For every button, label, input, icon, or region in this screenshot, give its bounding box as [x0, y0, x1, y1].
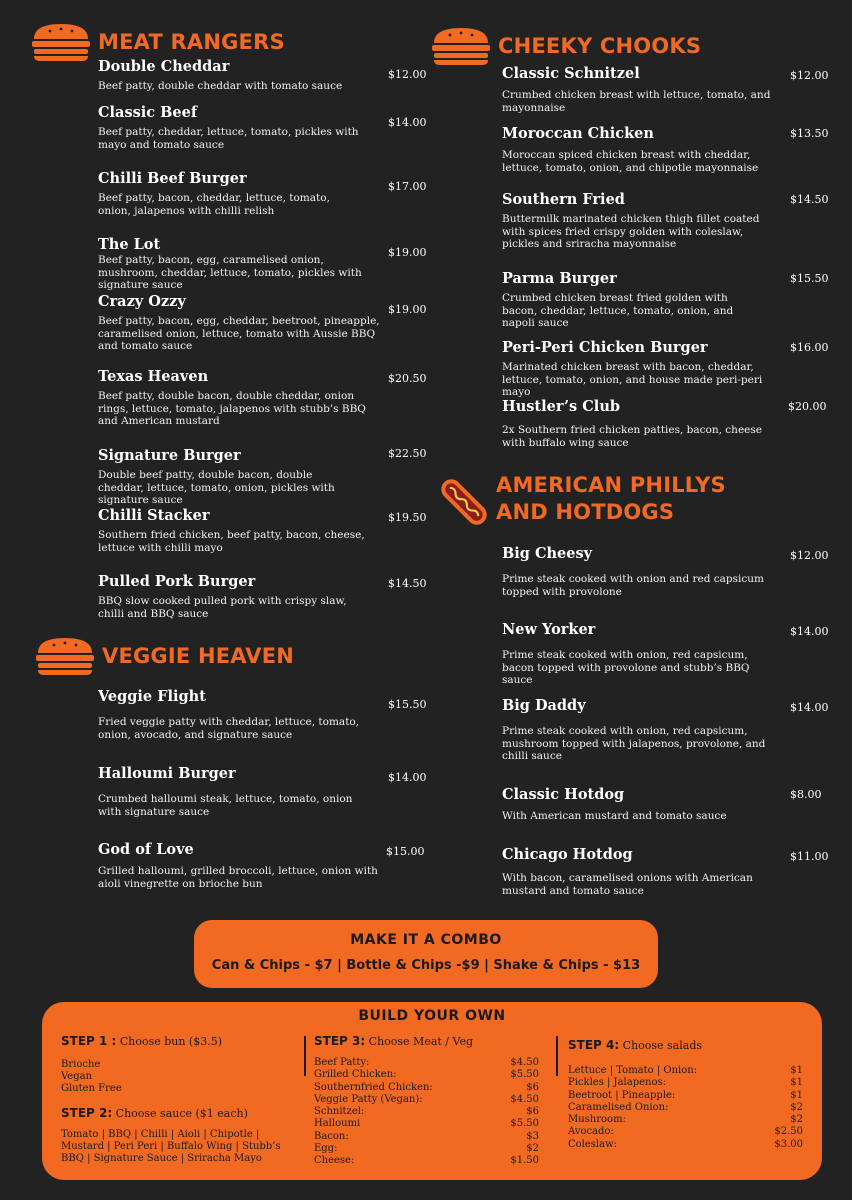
item-description: Beef patty, bacon, egg, caramelised onion, mushroom, cheddar, lettuce, tomato, pickles with signature sauce — [98, 254, 362, 291]
item-name: Big Cheesy — [502, 545, 593, 562]
option-name: Caramelised Onion: — [568, 1101, 669, 1113]
cheeky-chooks-header — [430, 26, 701, 66]
item-description: Beef patty, bacon, egg, cheddar, beetroot, pineapple, caramelised onion, lettuce, tomato with Aussie BBQ and tomato sauce — [98, 315, 380, 352]
step-heading — [314, 1034, 539, 1049]
veggie-heaven-list — [98, 688, 428, 901]
option-price: $1.50 — [510, 1155, 539, 1167]
item-name: Classic Schnitzel — [502, 65, 640, 82]
step-3 — [314, 1034, 539, 1168]
option-name: Beetroot | Pineapple: — [568, 1089, 676, 1101]
option-price: $3 — [526, 1130, 539, 1142]
item-price: $19.50 — [388, 511, 427, 524]
item-price: $15.50 — [388, 698, 427, 711]
step-text: Choose Meat / Veg — [368, 1035, 473, 1048]
burger-icon — [430, 26, 492, 66]
option-price: $3.00 — [774, 1138, 803, 1150]
item-description: Beef patty, double bacon, double cheddar, onion rings, lettuce, tomato, jalapenos with stubb’s BBQ and American mustard — [98, 390, 366, 427]
item-description: Southern fried chicken, beef patty, bacon, cheese, lettuce with chilli mayo — [98, 529, 365, 554]
salad-options — [568, 1065, 803, 1151]
item-description: Marinated chicken breast with bacon, cheddar, lettuce, tomato, onion, and house made peri-peri mayo — [502, 361, 763, 398]
option-price: $5.50 — [510, 1069, 539, 1081]
byo-title: BUILD YOUR OWN — [358, 1008, 506, 1024]
american-phillys-list — [502, 545, 827, 906]
item-name: Pulled Pork Burger — [98, 573, 256, 590]
salad-option — [568, 1090, 803, 1102]
option-price: $4.50 — [510, 1093, 539, 1105]
item-name: God of Love — [98, 841, 194, 858]
option-price: $2.50 — [774, 1126, 803, 1138]
menu-item — [502, 65, 827, 125]
section-title: VEGGIE HEAVEN — [102, 643, 295, 668]
item-price: $14.00 — [388, 116, 427, 129]
step-heading — [61, 1034, 296, 1049]
item-price: $12.00 — [388, 68, 427, 81]
step-text: Choose bun ($3.5) — [119, 1035, 223, 1048]
step-text: Choose salads — [622, 1039, 703, 1052]
option-price: $4.50 — [510, 1057, 539, 1068]
step-2 — [61, 1106, 286, 1165]
step-4 — [568, 1038, 803, 1151]
item-description: 2x Southern fried chicken patties, bacon, cheese with buffalo wing sauce — [502, 424, 762, 449]
item-price: $8.00 — [790, 788, 822, 801]
section-title: CHEEKY CHOOKS — [498, 33, 702, 58]
item-price: $14.00 — [790, 625, 829, 638]
item-description: Double beef patty, double bacon, double cheddar, lettuce, tomato, onion, pickles with signature sauce — [98, 469, 335, 506]
item-description: Fried veggie patty with cheddar, lettuce, tomato, onion, avocado, and signature sauce — [98, 716, 360, 741]
menu-item — [98, 573, 428, 633]
divider — [304, 1036, 306, 1076]
divider — [556, 1036, 558, 1076]
menu-item — [98, 688, 428, 765]
option-name: Egg: — [314, 1143, 338, 1155]
item-name: Hustler’s Club — [502, 398, 620, 415]
option-name: Halloumi — [314, 1118, 361, 1130]
option-price: $5.50 — [510, 1118, 539, 1130]
combo-banner — [194, 920, 658, 988]
option-name: Coleslaw: — [568, 1138, 618, 1150]
item-description: With American mustard and tomato sauce — [502, 810, 727, 822]
item-name: Texas Heaven — [98, 368, 209, 385]
option-name: Lettuce | Tomato | Onion: — [568, 1065, 698, 1076]
item-price: $14.00 — [388, 771, 427, 784]
option-name: Avocado: — [568, 1126, 614, 1138]
menu-item — [502, 786, 827, 846]
section-title-line1: AMERICAN PHILLYS — [496, 473, 726, 497]
meat-rangers-header — [30, 22, 285, 62]
burger-icon — [34, 636, 96, 676]
item-name: Chilli Beef Burger — [98, 170, 247, 187]
item-description: Crumbed chicken breast fried golden with bacon, cheddar, lettuce, tomato, onion, and napoli sauce — [502, 292, 734, 329]
menu-item — [502, 339, 827, 398]
burger-icon — [30, 22, 92, 62]
bun-option: Vegan — [61, 1071, 93, 1082]
item-price: $22.50 — [388, 447, 427, 460]
salad-option — [568, 1065, 803, 1077]
menu-item — [502, 191, 827, 270]
menu-item — [98, 58, 428, 104]
step-label: STEP 2: — [61, 1106, 113, 1120]
item-name: Double Cheddar — [98, 58, 230, 75]
item-price: $20.50 — [388, 372, 427, 385]
step-label: STEP 4: — [568, 1038, 620, 1052]
salad-option — [568, 1114, 803, 1126]
item-name: Peri-Peri Chicken Burger — [502, 339, 708, 356]
item-description: Prime steak cooked with onion, red capsicum, mushroom topped with jalapenos, provolone, and chilli sauce — [502, 725, 766, 762]
salad-option — [568, 1126, 803, 1138]
item-price: $15.00 — [386, 845, 425, 858]
option-name: Mushroom: — [568, 1114, 626, 1126]
menu-item — [98, 765, 428, 841]
item-price: $14.50 — [388, 577, 427, 590]
step-heading — [568, 1038, 803, 1053]
item-description: Crumbed halloumi steak, lettuce, tomato, onion with signature sauce — [98, 793, 353, 818]
option-price: $6 — [526, 1106, 539, 1118]
item-description: Buttermilk marinated chicken thigh fillet coated with spices fried crispy golden with coleslaw, pickles and sriracha mayonnaise — [502, 213, 760, 250]
item-price: $17.00 — [388, 180, 427, 193]
item-name: Classic Hotdog — [502, 786, 625, 803]
sauce-options: Tomato | BBQ | Chilli | Aioli | Chipotle | Mustard | Peri Peri | Buffalo Wing | Stubb’s BBQ | Signature Sauce | Sriracha Mayo — [61, 1129, 281, 1164]
item-description: Prime steak cooked with onion and red capsicum topped with provolone — [502, 573, 765, 598]
item-price: $13.50 — [790, 127, 829, 140]
option-name: Grilled Chicken: — [314, 1069, 397, 1081]
menu-item — [98, 368, 428, 447]
combo-options: Can & Chips - $7 | Bottle & Chips -$9 | Shake & Chips - $13 — [211, 958, 641, 973]
item-name: Parma Burger — [502, 270, 617, 287]
menu-item — [502, 697, 827, 786]
menu-item — [98, 447, 428, 507]
option-name: Veggie Patty (Vegan): — [314, 1093, 423, 1105]
item-price: $12.00 — [790, 69, 829, 82]
item-name: Crazy Ozzy — [98, 293, 186, 310]
item-name: Big Daddy — [502, 697, 586, 714]
bun-option: Gluten Free — [61, 1083, 122, 1094]
option-name: Cheese: — [314, 1155, 355, 1167]
item-description: Crumbed chicken breast with lettuce, tomato, and mayonnaise — [502, 89, 771, 114]
option-price: $1 — [790, 1077, 803, 1089]
meat-option — [314, 1094, 539, 1106]
menu-item — [98, 507, 428, 573]
section-title-line2: AND HOTDOGS — [496, 500, 675, 524]
step-label: STEP 3: — [314, 1034, 366, 1048]
item-description: Beef patty, double cheddar with tomato sauce — [98, 80, 343, 92]
menu-item — [502, 398, 827, 458]
step-text: Choose sauce ($1 each) — [115, 1107, 248, 1120]
item-price: $12.00 — [790, 549, 829, 562]
item-name: Signature Burger — [98, 447, 241, 464]
salad-option — [568, 1102, 803, 1114]
item-price: $15.50 — [790, 272, 829, 285]
meat-option — [314, 1131, 539, 1143]
menu-item — [502, 125, 827, 191]
option-price: $6 — [526, 1081, 539, 1093]
hotdog-icon — [438, 474, 490, 530]
meat-option — [314, 1057, 539, 1069]
salad-option — [568, 1077, 803, 1089]
option-name: Schnitzel: — [314, 1106, 365, 1118]
menu-item — [98, 170, 428, 236]
option-price: $2 — [526, 1143, 539, 1155]
option-price: $2 — [790, 1114, 803, 1126]
item-description: Grilled halloumi, grilled broccoli, lettuce, onion with aioli vinegrette on brioche bun — [98, 865, 378, 890]
meat-options — [314, 1057, 539, 1168]
menu-item — [502, 545, 827, 621]
meat-option — [314, 1082, 539, 1094]
menu-item — [98, 293, 428, 368]
option-price: $1 — [790, 1089, 803, 1101]
meat-option — [314, 1069, 539, 1081]
item-name: Classic Beef — [98, 104, 198, 121]
menu-item — [98, 104, 428, 170]
item-price: $19.00 — [388, 246, 427, 259]
item-name: New Yorker — [502, 621, 596, 638]
item-name: Moroccan Chicken — [502, 125, 654, 142]
meat-rangers-list — [98, 58, 428, 633]
item-name: Chicago Hotdog — [502, 846, 633, 863]
menu-item — [502, 846, 827, 906]
item-price: $14.50 — [790, 193, 829, 206]
item-name: Chilli Stacker — [98, 507, 210, 524]
menu-item — [502, 621, 827, 697]
veggie-heaven-header — [34, 636, 294, 676]
meat-option — [314, 1118, 539, 1130]
section-title: MEAT RANGERS — [98, 29, 285, 54]
item-description: BBQ slow cooked pulled pork with crispy slaw, chilli and BBQ sauce — [98, 595, 347, 620]
option-price: $1 — [790, 1065, 803, 1076]
item-description: Beef patty, bacon, cheddar, lettuce, tomato, onion, jalapenos with chilli relish — [98, 192, 330, 217]
option-name: Beef Patty: — [314, 1057, 370, 1068]
american-phillys-header — [438, 472, 726, 530]
bun-options — [61, 1059, 296, 1095]
cheeky-chooks-list — [502, 65, 827, 458]
step-label: STEP 1 : — [61, 1034, 117, 1048]
menu-item — [502, 270, 827, 339]
item-name: Veggie Flight — [98, 688, 206, 705]
item-description: Prime steak cooked with onion, red capsicum, bacon topped with provolone and stubb’s BBQ sauce — [502, 649, 750, 686]
salad-option — [568, 1139, 803, 1151]
section-title-block — [496, 472, 726, 526]
step-heading — [61, 1106, 286, 1121]
bun-option: Brioche — [61, 1059, 101, 1070]
option-name: Bacon: — [314, 1130, 349, 1142]
meat-option — [314, 1106, 539, 1118]
item-price: $20.00 — [788, 400, 827, 413]
option-name: Southernfried Chicken: — [314, 1081, 433, 1093]
item-description: With bacon, caramelised onions with American mustard and tomato sauce — [502, 872, 753, 897]
item-price: $19.00 — [388, 303, 427, 316]
combo-title: MAKE IT A COMBO — [350, 932, 502, 948]
item-description: Beef patty, cheddar, lettuce, tomato, pickles with mayo and tomato sauce — [98, 126, 359, 151]
meat-option — [314, 1143, 539, 1155]
item-name: The Lot — [98, 236, 161, 253]
meat-option — [314, 1155, 539, 1167]
build-your-own-panel — [42, 1002, 822, 1180]
item-name: Southern Fried — [502, 191, 625, 208]
item-price: $11.00 — [790, 850, 829, 863]
menu-item — [98, 236, 428, 293]
item-description: Moroccan spiced chicken breast with cheddar, lettuce, tomato, onion, and chipotle mayonnaise — [502, 149, 759, 174]
option-name: Pickles | Jalapenos: — [568, 1077, 666, 1089]
menu-item — [98, 841, 428, 901]
option-price: $2 — [790, 1101, 803, 1113]
step-1 — [61, 1034, 296, 1095]
item-price: $16.00 — [790, 341, 829, 354]
item-name: Halloumi Burger — [98, 765, 236, 782]
item-price: $14.00 — [790, 701, 829, 714]
